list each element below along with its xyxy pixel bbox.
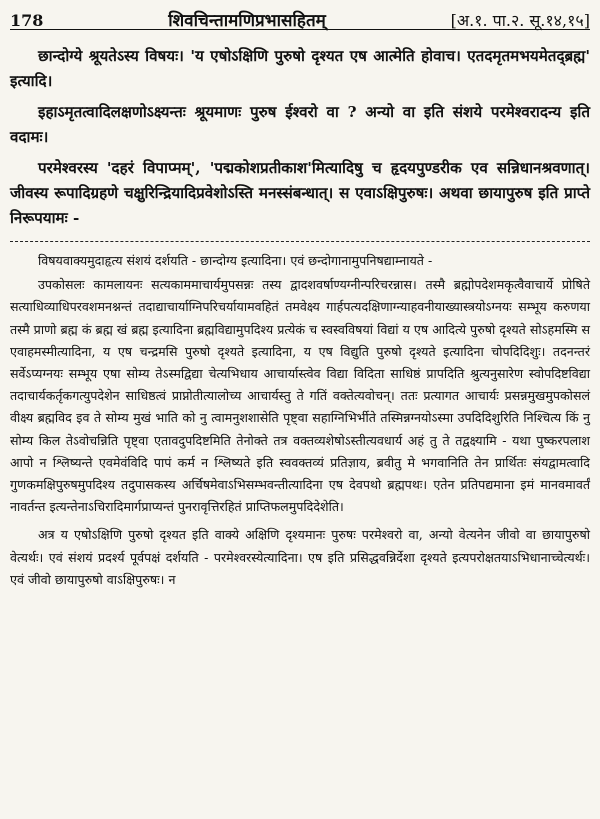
page-number: 178 (10, 11, 44, 30)
mula-paragraph: परमेश्वरस्य 'दहरं विपाप्मम्', 'पद्मकोशप्रतीकाश'मित्यादिषु च हृदयपुण्डरीक एव सन्निधानश्रवणात्। जीवस्य रूपादिग्रहणे चक्षुरिन्द्रियादिप्रवेशोऽस्ति मनस्संबन्धात्। स एवाऽक्षिपुरुषः। अथवा छायापुरुष इति प्राप्ते निरूपयामः - (10, 159, 590, 227)
commentary-paragraph: उपकोसलः कामलायनः सत्यकाममाचार्यमुपसन्नः तस्य द्वादशवर्षाण्यग्नीन्परिचरन्नास। तस्मै ब्रह्मोपदेशमकृत्वैवाचार्ये प्रोषिते सत्याधिव्याधिपरवशमनश्नन्तं तदाद्याचार्याग्निपरिचर्यायामवहितं तमवेक्ष्य गार्हपत्यदक्षिणाग्न्याहवनीयाख्यास्त्रयोऽग्नयः सम्भूय करुणया तस्मै प्राणो ब्रह्म कं ब्रह्म खं ब्रह्म इत्यादिना ब्रह्मविद्यामुपदिश्य प्रत्येकं च स्वस्वविषयां विद्यां य एष आदित्ये पुरुषो दृश्यते सोऽहमस्मि स एवाहमस्मीत्यादिना, य एष चन्द्रमसि पुरुषो दृश्यते इत्यादिना, य एष विद्युति पुरुषो दृश्यते इत्यादिना चोपदिदिशुः। तदनन्तरं सर्वेऽप्यग्नयः सम्भूय एषा सोम्य तेऽस्मद्विद्या चेत्यभिधाय आचार्यास्त्वेव विद्या विदिता साधिष्ठं प्रापदिति श्रुत्यनुसारेण स्वोपदिष्टविद्या तदाचार्यकर्तृकगत्युपदेशेन साधिष्ठत्वं प्राप्नोतीत्यालोच्य आचार्यस्तु ते गतिं वक्तेत्यवोचन्। ततः प्रत्यागत आचार्यः प्रसन्नमुखमुपकोसलं वीक्ष्य ब्रह्मविद इव ते सोम्य मुखं भाति को नु त्वामनुशशासेति पृष्ट्वा सहाग्निभिर्भीते तस्मिन्नग्नयोऽस्मा उपदिदिशुरिति निश्चित्य किं नु सोम्य किल तेऽवोचन्निति पृष्ट्वा एतावदुपदिष्टमिति तेनोक्ते तत्र वक्तव्यशेषोऽस्तीत्यवधार्य अहं तु ते तद्वक्ष्यामि - यथा पुष्करपलाश आपो न श्लिष्यन्ते एवमेवंविदि पापं कर्म न श्लिष्यते इति स्ववक्तव्यं प्रतिज्ञाय, ब्रवीतु मे भगवानिति तेन प्रार्थितः संयद्वामत्वादि गुणकमक्षिपुरुषमुपदिश्य तदुपासकस्य अर्चिषमेवाऽभिसम्भवन्तीत्यादिना एष देवपथो ब्रह्मपथः। एतेन प्रतिपद्यमाना इमं मानवमावर्तं नावर्तन्त इत्यन्तेनाऽचिरादिमार्गप्राप्यन्तं पुनरावृत्तिरहितं प्राप्तिफलमुपदिदेशेति। (10, 277, 590, 515)
running-header (10, 0, 590, 30)
mula-text (10, 44, 590, 231)
mula-paragraph: इहाऽमृतत्वादिलक्षणोऽक्ष्यन्तः श्रूयमाणः पुरुष ईश्वरो वा ? अन्यो वा इति संशये परमेश्वरादन्य इति वदामः। (10, 103, 590, 146)
sutra-reference: [अ.१. पा.२. सू.१४,१५] (450, 11, 590, 30)
running-title: शिवचिन्तामणिप्रभासहितम् (168, 11, 326, 31)
commentary-paragraph: विषयवाक्यमुदाहृत्य संशयं दर्शयति - छान्दोग्य इत्यादिना। एवं छन्दोगानामुपनिषद्याम्नायते - (38, 253, 433, 268)
commentary-paragraph: अत्र य एषोऽक्षिणि पुरुषो दृश्यत इति वाक्ये अक्षिणि दृश्यमानः पुरुषः परमेश्वरो वा, अन्यो वेत्यनेन जीवो वा छायापुरुषो वेत्यर्थः। एवं संशयं प्रदर्श्य पूर्वपक्षं दर्शयति - परमेश्वरस्येत्यादिना। एष इति प्रसिद्धवन्निर्देशा दृश्यते इत्यपरोक्षतयाऽभिधानाच्चेत्यर्थः। एवं जीवो छायापुरुषो वाऽक्षिपुरुषः। न (10, 527, 590, 587)
section-divider (10, 241, 590, 242)
mula-paragraph: छान्दोग्ये श्रूयतेऽस्य विषयः। 'य एषोऽक्षिणि पुरुषो दृश्यत एष आत्मेति होवाच। एतदमृतमभयमेतद्ब्रह्म' इत्यादि। (10, 47, 590, 90)
commentary-text (10, 250, 590, 591)
